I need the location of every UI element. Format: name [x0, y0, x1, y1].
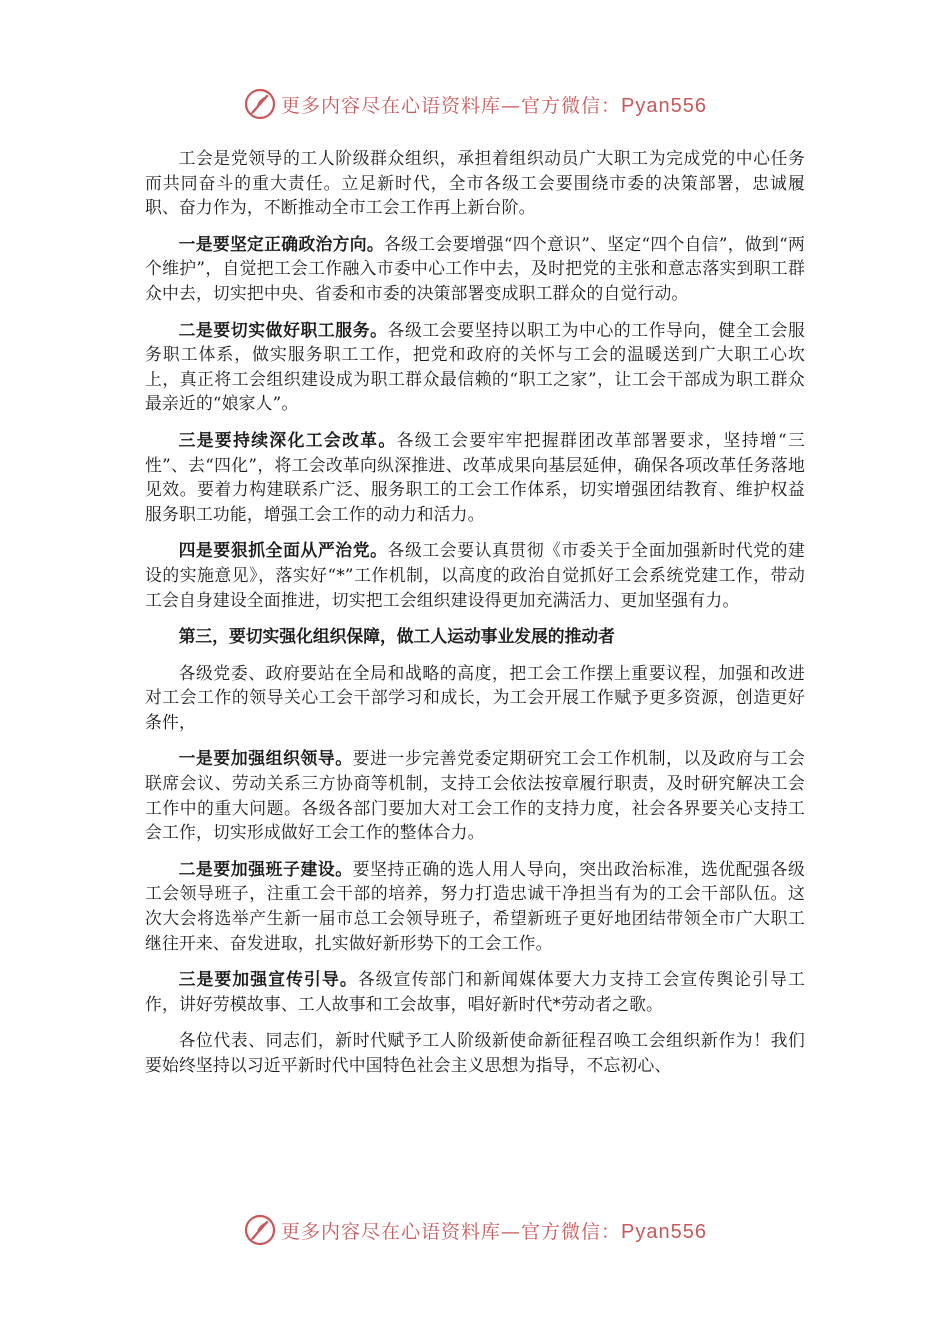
- header-banner: [0, 84, 950, 124]
- paragraph: 各级党委、政府要站在全局和战略的高度，把工会工作摆上重要议程，加强和改进对工会工作的领导关心工会干部学习和成长，为工会开展工作赋予更多资源，创造更好条件，: [145, 662, 805, 732]
- footer-banner: [0, 1210, 950, 1250]
- paragraph: 二是要切实做好职工服务。各级工会要坚持以职工为中心的工作导向，健全工会服务职工体系，做实服务职工工作，把党和政府的关怀与工会的温暖送到广大职工心坎上，真正将工会组织建设成为职工群众最信赖的“职工之家”，让工会干部成为职工群众最亲近的“娘家人”。: [145, 319, 805, 414]
- document-body: [145, 146, 805, 1090]
- paragraph: 一是要坚定正确政治方向。各级工会要增强“四个意识”、坚定“四个自信”，做到“两个维护”，自觉把工会工作融入市委中心工作中去，及时把党的主张和意志落实到职工群众中去，切实把中央、省委和市委的决策部署变成职工群众的自觉行动。: [145, 233, 805, 303]
- paragraph: 二是要加强班子建设。要坚持正确的选人用人导向，突出政治标准，选优配强各级工会领导班子，注重工会干部的培养，努力打造忠诚干净担当有为的工会干部队伍。这次大会将选举产生新一届市总工会领导班子，希望新班子更好地团结带领全市广大职工继往开来、奋发进取，扎实做好新形势下的工会工作。: [145, 858, 805, 953]
- paragraph: 四是要狠抓全面从严治党。各级工会要认真贯彻《市委关于全面加强新时代党的建设的实施意见》，落实好“*”工作机制，以高度的政治自觉抓好工会系统党建工作，带动工会自身建设全面推进，切实把工会组织建设得更加充满活力、更加坚强有力。: [145, 540, 805, 610]
- quill-logo-icon: [243, 1213, 277, 1247]
- quill-logo-icon: [243, 87, 277, 121]
- paragraph: 一是要加强组织领导。要进一步完善党委定期研究工会工作机制，以及政府与工会联席会议、劳动关系三方协商等机制，支持工会依法按章履行职责，及时研究解决工会工作中的重大问题。各级各部门要加大对工会工作的支持力度，社会各界要关心支持工会工作，切实形成做好工会工作的整体合力。: [145, 748, 805, 843]
- section-heading: 第三，要切实强化组织保障，做工人运动事业发展的推动者: [178, 626, 615, 647]
- paragraph: 工会是党领导的工人阶级群众组织，承担着组织动员广大职工为完成党的中心任务而共同奋斗的重大责任。立足新时代，全市各级工会要围绕市委的决策部署，忠诚履职、奋力作为，不断推动全市工会工作再上新台阶。: [145, 148, 805, 218]
- paragraph: 各位代表、同志们，新时代赋予工人阶级新使命新征程召唤工会组织新作为！我们要始终坚持以习近平新时代中国特色社会主义思想为指导，不忘初心、: [145, 1030, 805, 1075]
- banner-text: 更多内容尽在心语资料库—官方微信：Pyan556: [281, 1220, 707, 1243]
- paragraph: 三是要加强宣传引导。各级宣传部门和新闻媒体要大力支持工会宣传舆论引导工作，讲好劳模故事、工人故事和工会故事，唱好新时代*劳动者之歌。: [145, 969, 805, 1014]
- banner-text: 更多内容尽在心语资料库—官方微信：Pyan556: [281, 94, 707, 117]
- paragraph: 三是要持续深化工会改革。各级工会要牢牢把握群团改革部署要求，坚持增“三性”、去“四化”，将工会改革向纵深推进、改革成果向基层延伸，确保各项改革任务落地见效。要着力构建联系广泛、服务职工的工会工作体系，切实增强团结教育、维护权益服务职工功能，增强工会工作的动力和活力。: [145, 429, 805, 524]
